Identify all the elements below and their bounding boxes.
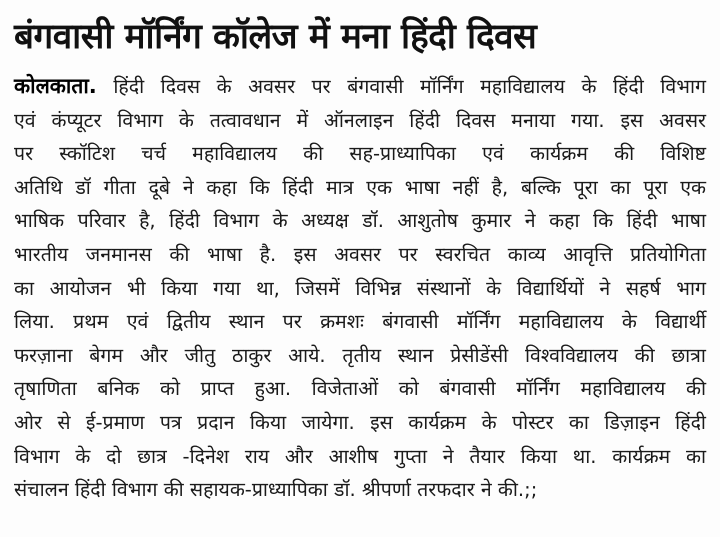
article-line-8: लिया. प्रथम एवं द्वितीय स्थान पर क्रमशः बंगवासी मॉर्निंग महाविद्यालय के विद्यार्थी xyxy=(14,310,706,334)
article-line-4: अतिथि डॉ गीता दूबे ने कहा कि हिंदी मात्र एक भाषा नहीं है, बल्कि पूरा का पूरा एक xyxy=(14,175,706,199)
article-line-2: एवं कंप्यूटर विभाग के तत्वावधान में ऑनलाइन हिंदी दिवस मनाया गया. इस अवसर xyxy=(14,108,706,132)
article-line-12: विभाग के दो छात्र -दिनेश राय और आशीष गुप्ता ने तैयार किया था. कार्यक्रम का xyxy=(14,444,706,468)
article-line-10: तृषाणिता बनिक को प्राप्त हुआ. विजेताओं को बंगवासी मॉर्निंग महाविद्यालय की xyxy=(14,377,706,401)
headline: बंगवासी मॉर्निंग कॉलेज में मना हिंदी दिवस xyxy=(14,17,537,57)
article-body xyxy=(14,70,706,507)
article-line-1-text: हिंदी दिवस के अवसर पर बंगवासी मॉर्निंग महाविद्यालय के हिंदी विभाग xyxy=(113,75,706,98)
article-line-6: भारतीय जनमानस की भाषा है. इस अवसर पर स्वरचित काव्य आवृत्ति प्रतियोगिता xyxy=(14,242,706,266)
article-line-7: का आयोजन भी किया गया था, जिसमें विभिन्न संस्थानों के विद्यार्थियों ने सहर्ष भाग xyxy=(14,276,706,300)
article-line-9: फरज़ाना बेगम और जीतु ठाकुर आये. तृतीय स्थान प्रेसीडेंसी विश्वविद्यालय की छात्रा xyxy=(14,343,706,367)
article-line-11: ओर से ई-प्रमाण पत्र प्रदान किया जायेगा. इस कार्यक्रम के पोस्टर का डिज़ाइन हिंदी xyxy=(14,410,706,434)
dateline: कोलकाता. xyxy=(14,74,97,98)
article-line-3: पर स्कॉटिश चर्च महाविद्यालय की सह-प्राध्यापिका एवं कार्यक्रम की विशिष्ट xyxy=(14,142,706,166)
article-line-1 xyxy=(14,70,706,104)
article-line-13: संचालन हिंदी विभाग की सहायक-प्राध्यापिका डॉ. श्रीपर्णा तरफदार ने की.;; xyxy=(14,478,538,502)
article-line-5: भाषिक परिवार है, हिंदी विभाग के अध्यक्ष डॉ. आशुतोष कुमार ने कहा कि हिंदी भाषा xyxy=(14,209,706,233)
